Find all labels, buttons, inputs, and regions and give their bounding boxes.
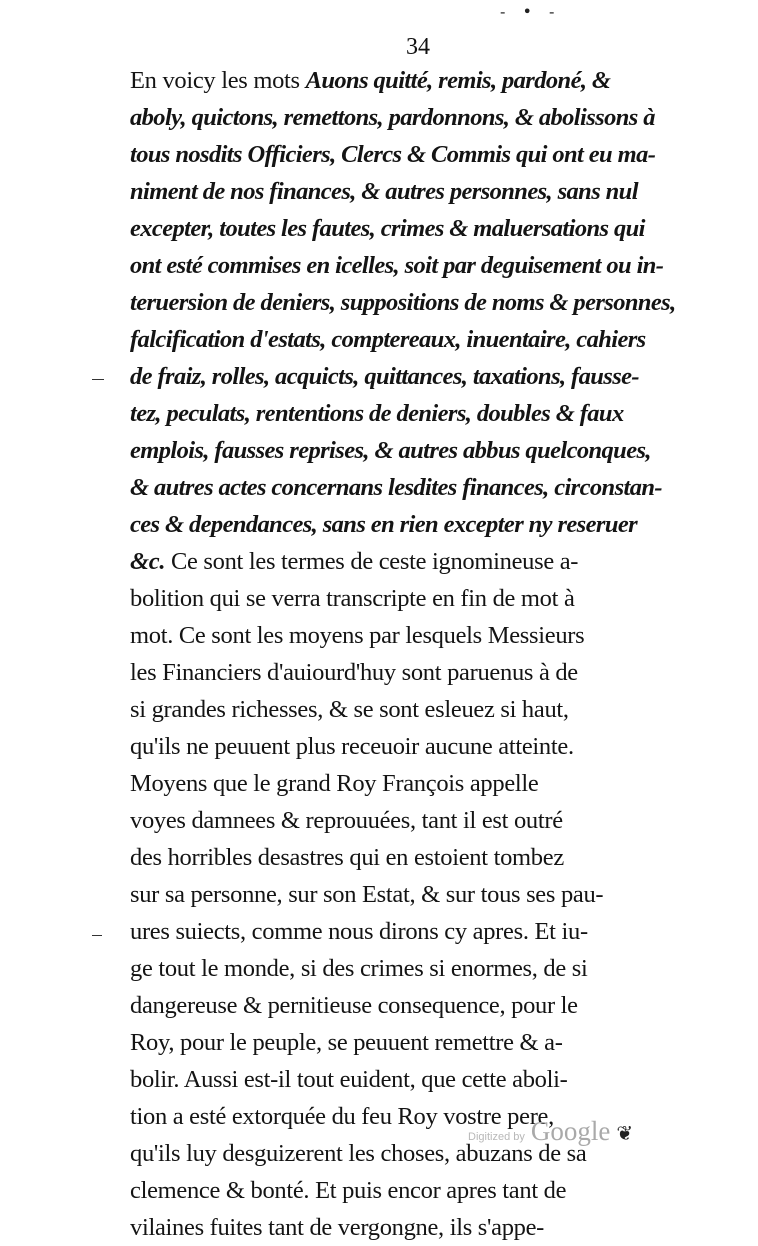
text-line: ont esté commises en icelles, soit par deguisement ou in- xyxy=(130,252,664,279)
page-number: 34 xyxy=(406,34,430,60)
text-line-roman-part: En voicy les mots xyxy=(130,67,306,94)
text-line: excepter, toutes les fautes, crimes & maluersations qui xyxy=(130,215,645,242)
text-line-italic-part: &c. xyxy=(130,548,171,575)
text-line: aboly, quictons, remettons, pardonnons, & abolissons à xyxy=(130,104,655,131)
body-text xyxy=(130,62,710,1246)
text-line: Moyens que le grand Roy François appelle xyxy=(130,770,539,797)
text-line: voyes damnees & reprouuées, tant il est outré xyxy=(130,807,563,834)
text-line: qu'ils ne peuuent plus receuoir aucune atteinte. xyxy=(130,733,574,760)
text-line: & autres actes concernans lesdites finances, circonstan- xyxy=(130,474,662,501)
google-wordmark: Google xyxy=(530,1116,611,1146)
digitized-by-label: Digitized by xyxy=(468,1131,525,1143)
text-line: tez, peculats, rententions de deniers, doubles & faux xyxy=(130,400,624,427)
text-line: les Financiers d'auiourd'huy sont paruenus à de xyxy=(130,659,578,686)
digitization-watermark xyxy=(468,1116,633,1147)
text-line: qu'ils luy desguizerent les choses, abuzans de sa xyxy=(130,1140,587,1167)
text-line-italic-part: Auons quitté, remis, pardoné, & xyxy=(305,67,611,94)
text-line: clemence & bonté. Et puis encor apres tant de xyxy=(130,1177,567,1204)
text-line: de fraiz, rolles, acquicts, quittances, taxations, fausse- xyxy=(130,363,639,390)
text-line: niment de nos finances, & autres personnes, sans nul xyxy=(130,178,638,205)
text-line: mot. Ce sont les moyens par lesquels Messieurs xyxy=(130,622,585,649)
text-line: si grandes richesses, & se sont esleuez si haut, xyxy=(130,696,569,723)
margin-mark xyxy=(92,379,104,380)
text-line: tion a esté extorquée du feu Roy vostre pere, xyxy=(130,1103,554,1130)
fleuron-icon: ❦ xyxy=(616,1121,634,1145)
text-line: ge tout le monde, si des crimes si enormes, de si xyxy=(130,955,588,982)
text-line: bolition qui se verra transcripte en fin de mot à xyxy=(130,585,575,612)
text-line: ces & dependances, sans en rien excepter ny reseruer xyxy=(130,511,638,538)
text-line: ures suiects, comme nous dirons cy apres. Et iu- xyxy=(130,918,588,945)
text-line: emplois, fausses reprises, & autres abbus quelconques, xyxy=(130,437,651,464)
text-line: tous nosdits Officiers, Clercs & Commis qui ont eu ma- xyxy=(130,141,656,168)
top-ink-marks: - • - xyxy=(500,2,561,21)
text-line: bolir. Aussi est-il tout euident, que cette aboli- xyxy=(130,1066,568,1093)
text-line: Roy, pour le peuple, se peuuent remettre & a- xyxy=(130,1029,563,1056)
text-line xyxy=(130,62,710,99)
text-line: dangereuse & pernitieuse consequence, pour le xyxy=(130,992,578,1019)
text-line xyxy=(130,543,710,580)
text-line-roman-part: Ce sont les termes de ceste ignomineuse a- xyxy=(170,548,579,575)
margin-mark xyxy=(92,935,102,936)
text-line: falcification d'estats, comptereaux, inuentaire, cahiers xyxy=(130,326,646,353)
text-line: des horribles desastres qui en estoient tombez xyxy=(130,844,564,871)
text-line: vilaines fuites tant de vergongne, ils s'appe- xyxy=(130,1214,545,1241)
text-line: teruersion de deniers, suppositions de noms & personnes, xyxy=(130,289,676,316)
text-line: sur sa personne, sur son Estat, & sur tous ses pau- xyxy=(130,881,604,908)
